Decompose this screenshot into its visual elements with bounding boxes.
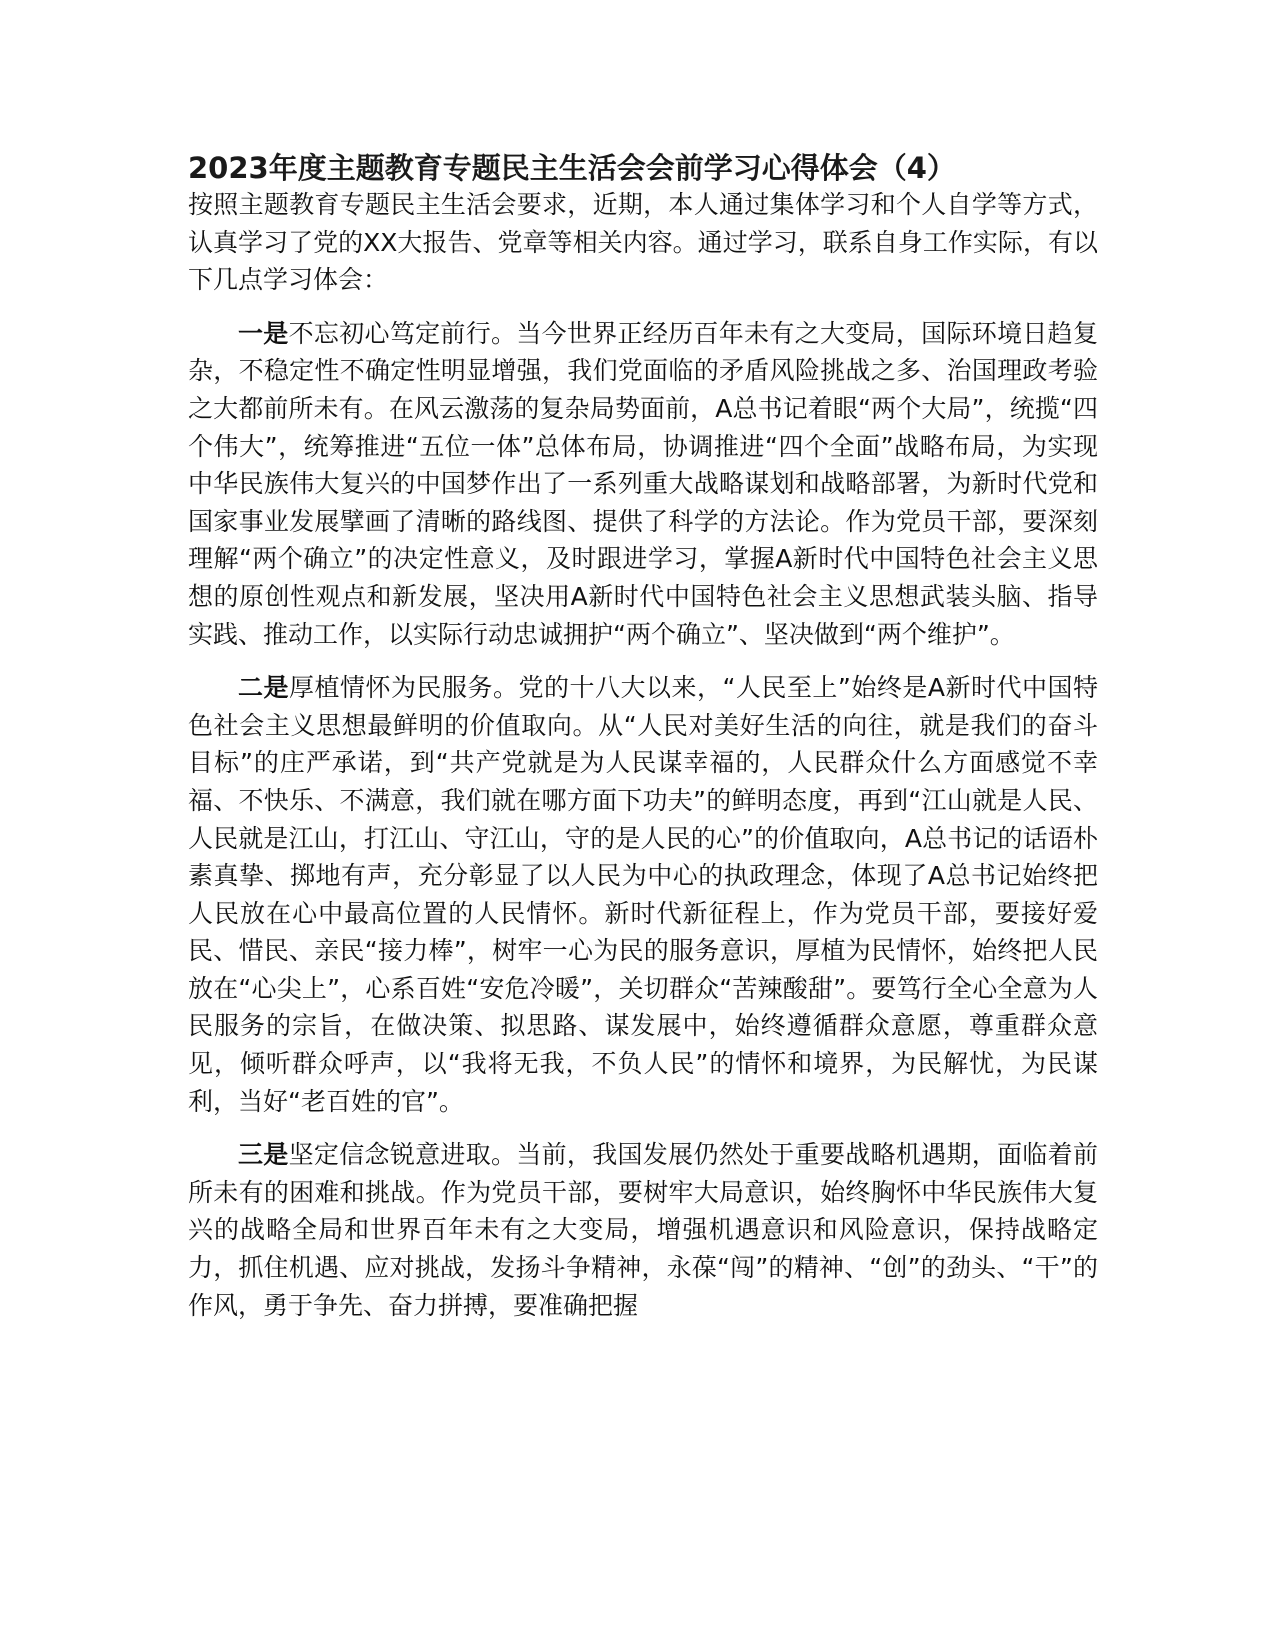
section-3-lead: 三是 xyxy=(238,1140,289,1170)
section-2-paragraph xyxy=(188,669,1098,1120)
document-page xyxy=(188,150,1098,1340)
section-1-paragraph xyxy=(188,315,1098,653)
section-1-lead: 一是 xyxy=(238,318,289,348)
document-title: 2023年度主题教育专题民主生活会会前学习心得体会（4） xyxy=(188,151,956,185)
section-2-lead: 二是 xyxy=(238,673,289,703)
section-3-paragraph xyxy=(188,1136,1098,1324)
intro-paragraph: 按照主题教育专题民主生活会要求，近期，本人通过集体学习和个人自学等方式，认真学习了党的XX大报告、党章等相关内容。通过学习，联系自身工作实际，有以下几点学习体会： xyxy=(188,190,1098,295)
section-3-text: 坚定信念锐意进取。当前，我国发展仍然处于重要战略机遇期，面临着前所未有的困难和挑战。作为党员干部，要树牢大局意识，始终胸怀中华民族伟大复兴的战略全局和世界百年未有之大变局，增强机遇意识和风险意识，保持战略定力，抓住机遇、应对挑战，发扬斗争精神，永葆“闯”的精神、“创”的劲头、“干”的作风，勇于争先、奋力拼搏，要准确把握 xyxy=(188,1140,1098,1320)
section-2-text: 厚植情怀为民服务。党的十八大以来，“人民至上”始终是A新时代中国特色社会主义思想最鲜明的价值取向。从“人民对美好生活的向往，就是我们的奋斗目标”的庄严承诺，到“共产党就是为人民谋幸福的，人民群众什么方面感觉不幸福、不快乐、不满意，我们就在哪方面下功夫”的鲜明态度，再到“江山就是人民、人民就是江山，打江山、守江山，守的是人民的心”的价值取向，A总书记的话语朴素真挚、掷地有声，充分彰显了以人民为中心的执政理念，体现了A总书记始终把人民放在心中最高位置的人民情怀。新时代新征程上，作为党员干部，要接好爱民、惜民、亲民“接力棒”，树牢一心为民的服务意识，厚植为民情怀，始终把人民放在“心尖上”，心系百姓“安危冷暖”，关切群众“苦辣酸甜”。要笃行全心全意为人民服务的宗旨，在做决策、拟思路、谋发展中，始终遵循群众意愿，尊重群众意见，倾听群众呼声，以“我将无我，不负人民”的情怀和境界，为民解忧，为民谋利，当好“老百姓的官”。 xyxy=(188,673,1098,1116)
section-1-text: 不忘初心笃定前行。当今世界正经历百年未有之大变局，国际环境日趋复杂，不稳定性不确定性明显增强，我们党面临的矛盾风险挑战之多、治国理政考验之大都前所未有。在风云激荡的复杂局势面前，A总书记着眼“两个大局”，统揽“四个伟大”，统筹推进“五位一体”总体布局，协调推进“四个全面”战略布局，为实现中华民族伟大复兴的中国梦作出了一系列重大战略谋划和战略部署，为新时代党和国家事业发展擘画了清晰的路线图、提供了科学的方法论。作为党员干部，要深刻理解“两个确立”的决定性意义，及时跟进学习，掌握A新时代中国特色社会主义思想的原创性观点和新发展，坚决用A新时代中国特色社会主义思想武装头脑、指导实践、推动工作，以实际行动忠诚拥护“两个确立”、坚决做到“两个维护”。 xyxy=(188,318,1098,649)
